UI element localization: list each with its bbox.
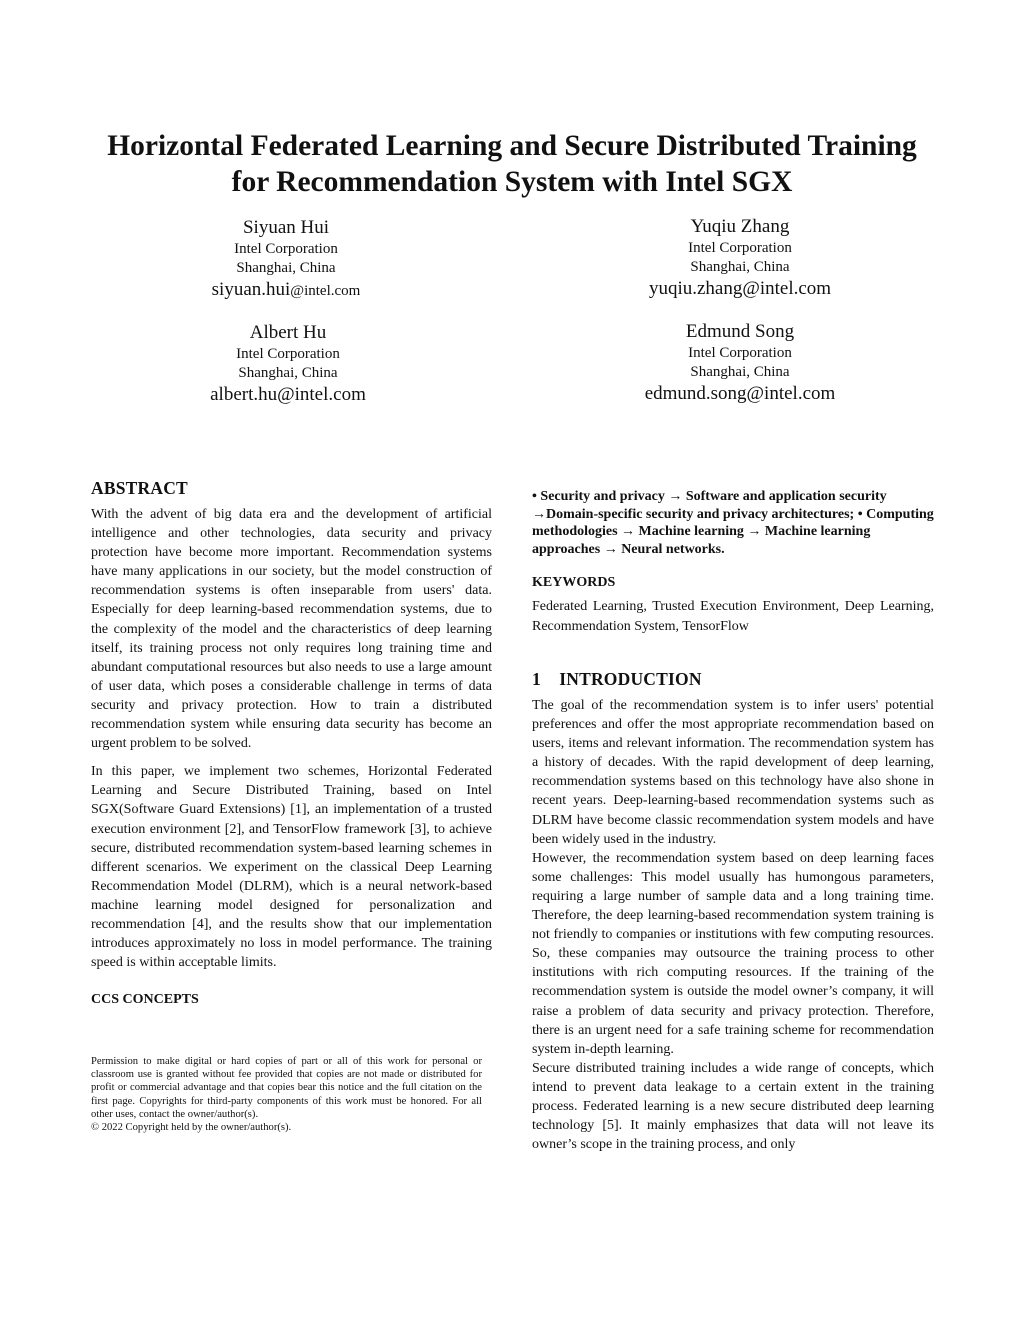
author-block-hui [176, 216, 396, 303]
introduction-paragraph-1: The goal of the recommendation system is to infer users' potential preferences and offer the most appropriate recommendation based on users, items and relevant information. The recommendation system has a history of decades. With the rapid development of deep learning, recommendation systems based on this technology have also shone in recent years. Deep-learning-based recommendation systems such as DLRM have become classic recommendation system models and have been widely used in the industry. [532, 698, 934, 847]
author-location: Shanghai, China [690, 259, 790, 275]
author-email[interactable]: yuqiu.zhang@intel.com [648, 278, 832, 299]
author-block-zhang [615, 215, 865, 301]
author-location: Shanghai, China [238, 365, 338, 381]
right-column [532, 488, 934, 1154]
keywords-heading: KEYWORDS [532, 575, 616, 590]
author-org: Intel Corporation [236, 346, 340, 362]
email-domain: @intel.com [290, 283, 361, 299]
introduction-heading: 1 INTRODUCTION [532, 669, 702, 689]
email-user: siyuan.hui [211, 279, 291, 300]
author-name: Albert Hu [249, 322, 327, 343]
copyright-text: © 2022 Copyright held by the owner/author(s). [91, 1122, 292, 1134]
title-line-2: for Recommendation System with Intel SGX [231, 166, 793, 198]
author-location: Shanghai, China [236, 260, 336, 276]
ccs-concepts-text: • Security and privacy → Software and application security →Domain-specific security and privacy architectures; • Computing methodologies → Machine learning → Machine learning approaches → Neural networks. [532, 489, 934, 557]
author-org: Intel Corporation [234, 241, 338, 257]
permission-notice [91, 1055, 482, 1134]
author-email[interactable]: albert.hu@intel.com [210, 384, 366, 405]
author-location: Shanghai, China [690, 364, 790, 380]
introduction-paragraph-3: Secure distributed training includes a wide range of concepts, which intend to prevent data leakage to a certain extent in the training process. Federated learning is a new secure distributed deep learning technology [5]. It mainly emphasizes that data will not leave its owner’s scope in the training process, and only [532, 1060, 934, 1153]
left-column [91, 478, 492, 1014]
author-email[interactable]: edmund.song@intel.com [644, 383, 836, 404]
paper-title [60, 128, 964, 200]
author-org: Intel Corporation [688, 345, 792, 361]
author-email[interactable] [176, 278, 396, 303]
author-name: Yuqiu Zhang [690, 216, 790, 237]
author-block-song [615, 320, 865, 406]
abstract-heading: ABSTRACT [91, 478, 188, 498]
author-name: Siyuan Hui [242, 217, 330, 238]
ccs-heading: CCS CONCEPTS [91, 992, 199, 1008]
author-block-hu [176, 321, 400, 407]
author-org: Intel Corporation [688, 240, 792, 256]
author-name: Edmund Song [685, 321, 795, 342]
abstract-paragraph-1: With the advent of big data era and the development of artificial intelligence and other technologies, data security and privacy protection have become more important. Recommendation systems have many applications in our society, but the model construction of recommendation systems is often inseparable from users' data. Especially for deep learning-based recommendation systems, due to the complexity of the model and the characteristics of deep learning itself, its training process not only requires long training time and abundant computational resources but also needs to use a large amount of user data, which poses a considerable challenge in terms of data security and privacy protection. How to train a distributed recommendation system while ensuring data security has become an urgent problem to be solved. [91, 507, 492, 752]
permission-text: Permission to make digital or hard copies of part or all of this work for personal or classroom use is granted without fee provided that copies are not made or distributed for profit or commercial advantage and that copies bear this notice and the full citation on the first page. Copyrights for third-party components of this work must be honored. For all other uses, contact the owner/author(s). [91, 1056, 482, 1120]
title-line-1: Horizontal Federated Learning and Secure Distributed Training [107, 130, 917, 162]
keywords-text: Federated Learning, Trusted Execution Environment, Deep Learning, Recommendation System, TensorFlow [532, 599, 934, 634]
abstract-paragraph-2: In this paper, we implement two schemes, Horizontal Federated Learning and Secure Distributed Training, based on Intel SGX(Software Guard Extensions) [1], an implementation of a trusted execution environment [2], and TensorFlow framework [3], to achieve secure, distributed recommendation system-based learning schemes in different scenarios. We experiment on the classical Deep Learning Recommendation Model (DLRM), which is a neural network-based machine learning model designed for personalization and recommendation [4], and the results show that our implementation introduces approximately no loss in model performance. The training speed is within acceptable limits. [91, 764, 492, 971]
introduction-paragraph-2: However, the recommendation system based on deep learning faces some challenges: This model usually has humongous parameters, requiring a large number of sample data and a long training time. Therefore, the deep learning-based recommendation system training is not friendly to companies or institutions with few computing resources. So, these companies may outsource the training process to other institutions with rich computing resources. If the training of the recommendation system is outside the model owner’s company, it will raise a problem of data security and privacy protection. Therefore, there is an urgent need for a safe training scheme for recommendation system in-depth learning. [532, 850, 934, 1057]
